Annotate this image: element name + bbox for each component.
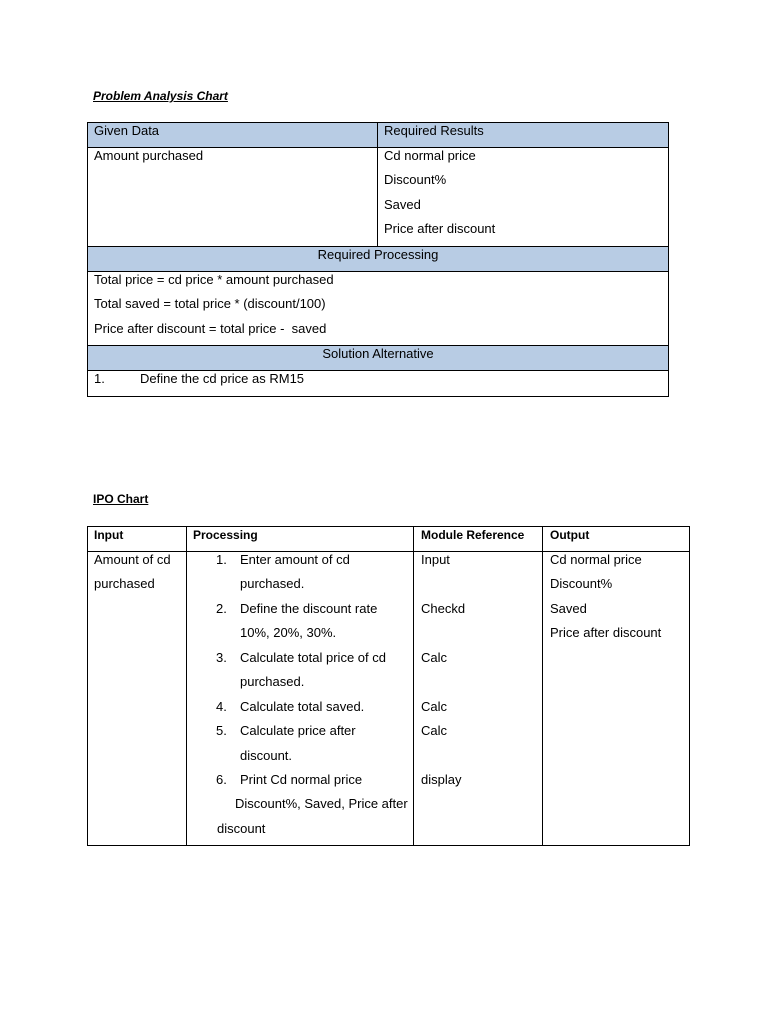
processing-cell	[88, 272, 669, 346]
required-result-item: Cd normal price	[384, 148, 476, 163]
step-number: 6.	[216, 771, 227, 787]
step-text: Calculate price after	[240, 723, 356, 739]
given-data-item: Amount purchased	[94, 148, 204, 163]
module-reference-item: display	[421, 772, 462, 787]
processing-header: Processing	[187, 527, 414, 552]
step-line	[187, 699, 413, 723]
module-reference-slot	[421, 601, 536, 650]
step-text: purchased.	[240, 576, 305, 592]
solution-item	[94, 371, 662, 395]
header-row	[88, 247, 669, 272]
solution-text: Define the cd price as RM15	[140, 371, 305, 387]
output-header: Output	[543, 527, 690, 552]
step-line	[187, 576, 413, 600]
ipo-table	[87, 526, 690, 846]
processing-step	[187, 699, 413, 723]
output-item: Saved	[550, 600, 587, 616]
step-line	[187, 821, 413, 845]
module-reference-slot	[421, 772, 536, 845]
module-reference-slot	[421, 699, 536, 723]
step-line	[187, 625, 413, 649]
step-line	[187, 772, 413, 796]
processing-steps-cell	[187, 552, 414, 846]
step-line	[187, 723, 413, 747]
table-row	[88, 272, 669, 346]
step-text: Discount%, Saved, Price after	[235, 796, 408, 812]
problem-analysis-title: Problem Analysis Chart	[93, 89, 228, 103]
step-line	[187, 650, 413, 674]
required-result-item: Discount%	[384, 172, 447, 188]
module-reference-item: Input	[421, 552, 450, 567]
output-item: Discount%	[550, 576, 613, 592]
input-cell	[88, 552, 187, 846]
processing-step	[187, 723, 413, 772]
step-line	[187, 552, 413, 576]
module-reference-slot	[421, 552, 536, 601]
step-number: 3.	[216, 649, 227, 665]
output-cell	[543, 552, 690, 846]
module-reference-slot	[421, 723, 536, 772]
required-results-header: Required Results	[378, 123, 669, 148]
step-text: 10%, 20%, 30%.	[240, 625, 337, 641]
ipo-chart-title: IPO Chart	[93, 492, 149, 506]
step-number: 5.	[216, 723, 227, 739]
required-result-item: Saved	[384, 196, 421, 212]
header-row	[88, 346, 669, 371]
processing-formula: Total price = cd price * amount purchased	[94, 272, 334, 287]
module-reference-item: Calc	[421, 649, 448, 665]
step-text: Calculate total price of cd	[240, 649, 386, 665]
processing-formula: Price after discount = total price - saved	[94, 320, 327, 336]
header-row	[88, 527, 690, 552]
output-item: Cd normal price	[550, 552, 642, 567]
given-data-header: Given Data	[88, 123, 378, 148]
table-row	[88, 552, 690, 846]
processing-step	[187, 601, 413, 650]
given-data-cell	[88, 148, 378, 247]
step-line	[187, 748, 413, 772]
step-text: discount	[217, 820, 266, 836]
required-result-item: Price after discount	[384, 221, 496, 237]
required-processing-header: Required Processing	[88, 247, 669, 272]
processing-step	[187, 772, 413, 845]
step-line	[187, 601, 413, 625]
step-line	[187, 796, 413, 820]
step-text: Enter amount of cd	[240, 552, 350, 567]
step-number: 4.	[216, 698, 227, 714]
solution-cell	[88, 371, 669, 396]
processing-formula: Total saved = total price * (discount/100)	[94, 296, 326, 312]
step-text: purchased.	[240, 674, 305, 690]
input-header: Input	[88, 527, 187, 552]
step-number: 2.	[216, 600, 227, 616]
step-text: Calculate total saved.	[240, 698, 365, 714]
table-row	[88, 148, 669, 247]
header-row	[88, 123, 669, 148]
module-reference-cell	[414, 552, 543, 846]
output-item: Price after discount	[550, 625, 662, 641]
processing-step	[187, 552, 413, 601]
table-row	[88, 371, 669, 396]
required-results-cell	[378, 148, 669, 247]
step-number: 1.	[216, 552, 227, 567]
problem-analysis-table	[87, 122, 669, 397]
step-text: Define the discount rate	[240, 600, 378, 616]
step-text: discount.	[240, 747, 293, 763]
module-reference-item: Calc	[421, 723, 448, 739]
module-reference-slot	[421, 650, 536, 699]
solution-alternative-header: Solution Alternative	[88, 346, 669, 371]
input-line: Amount of cd	[94, 552, 171, 567]
solution-number: 1.	[94, 371, 105, 387]
module-reference-item: Calc	[421, 698, 448, 714]
step-text: Print Cd normal price	[240, 771, 363, 787]
module-reference-header: Module Reference	[414, 527, 543, 552]
processing-step	[187, 650, 413, 699]
module-reference-item: Checkd	[421, 600, 466, 616]
step-line	[187, 674, 413, 698]
input-line: purchased	[94, 576, 155, 592]
